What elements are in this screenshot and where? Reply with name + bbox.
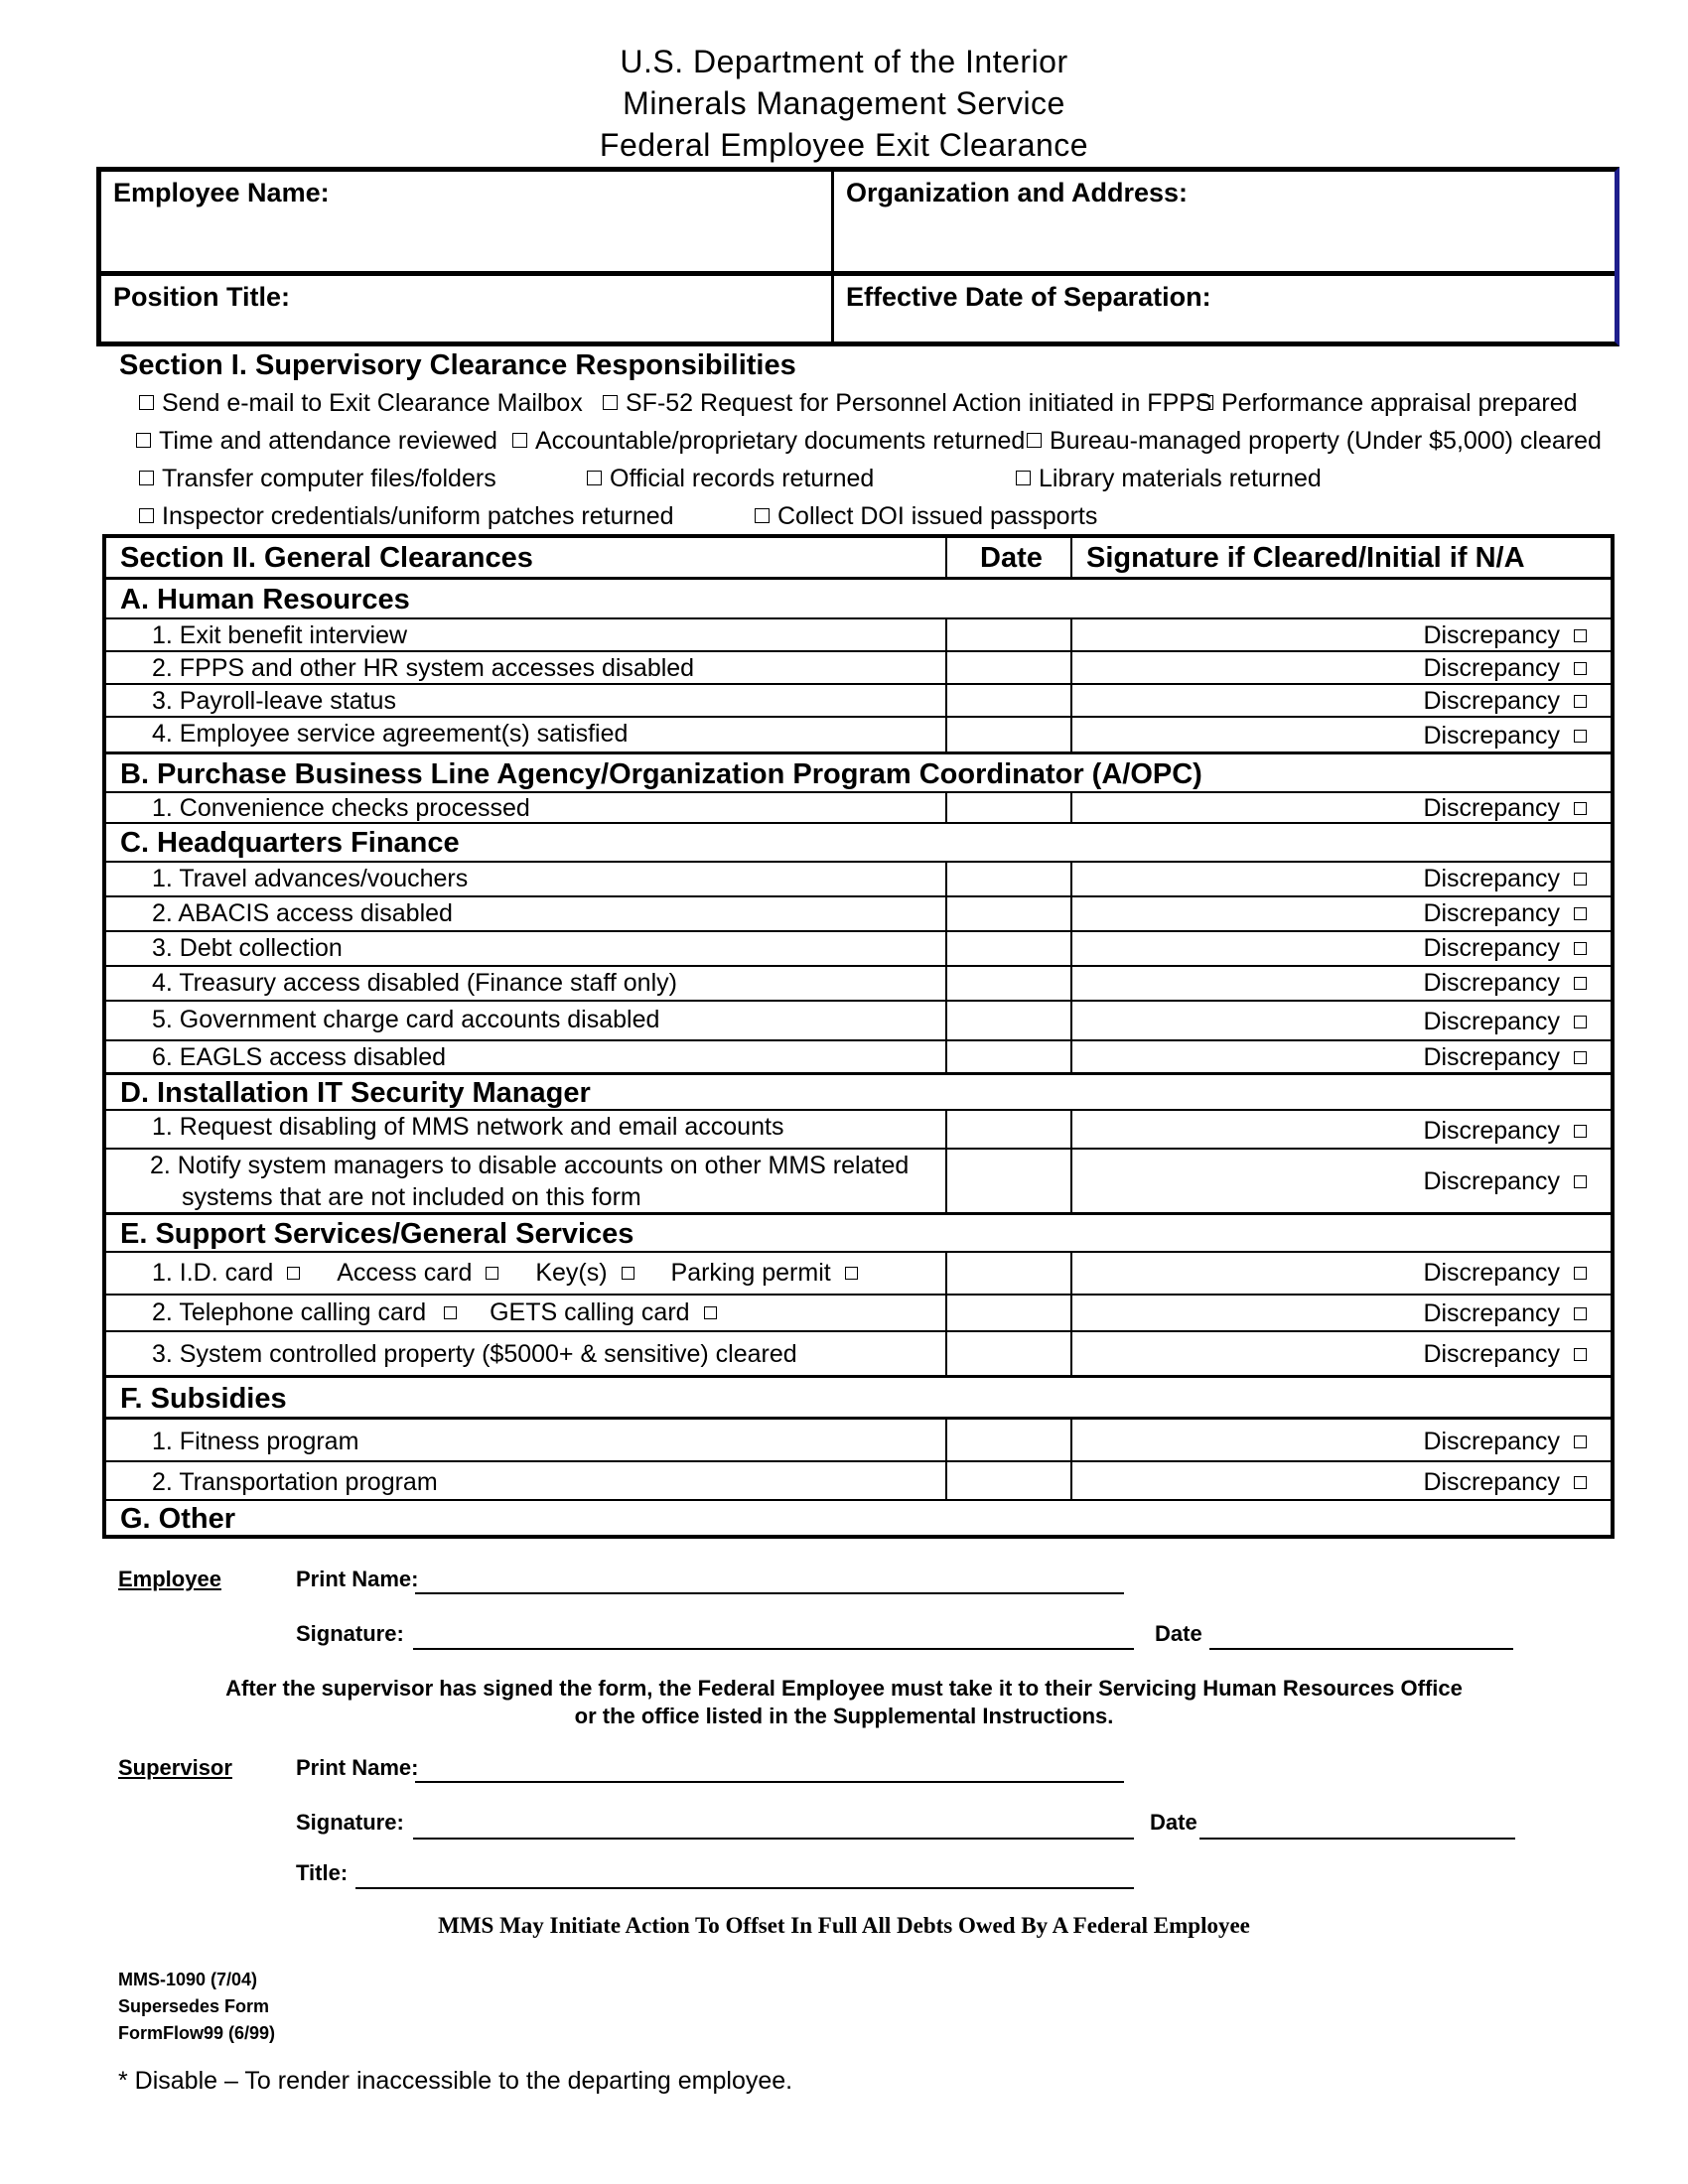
item-label: 1. Exit benefit interview <box>152 621 408 649</box>
table-row <box>106 1296 1611 1332</box>
item-label: 2. Transportation program <box>152 1468 438 1496</box>
discrepancy-label: Discrepancy <box>1423 1008 1560 1035</box>
item-label: 4. Treasury access disabled (Finance staff only) <box>152 969 677 997</box>
checkbox-icon[interactable] <box>1574 1348 1587 1361</box>
gets-card-label: GETS calling card <box>490 1298 690 1326</box>
checkbox-icon[interactable] <box>1198 395 1213 410</box>
item-label <box>152 1298 725 1327</box>
column-divider <box>1070 1111 1072 1148</box>
discrepancy-checkbox[interactable] <box>1423 899 1587 928</box>
item-label: 4. Employee service agreement(s) satisfied <box>152 720 629 748</box>
discrepancy-checkbox[interactable] <box>1423 654 1587 683</box>
checkbox-icon[interactable] <box>1574 802 1587 815</box>
discrepancy-checkbox[interactable] <box>1423 1167 1587 1196</box>
discrepancy-label: Discrepancy <box>1423 654 1560 682</box>
item-label: 3. System controlled property ($5000+ & sensitive) cleared <box>152 1340 797 1368</box>
supervisor-date-field[interactable] <box>1199 1838 1515 1840</box>
column-divider <box>945 932 947 965</box>
id-card-checkbox[interactable] <box>287 1267 300 1280</box>
checkbox-icon[interactable] <box>755 508 770 523</box>
effective-date-field[interactable] <box>834 276 1615 341</box>
signature-column-header: Signature if Cleared/Initial if N/A <box>1086 542 1525 574</box>
column-divider <box>945 685 947 716</box>
discrepancy-checkbox[interactable] <box>1423 934 1587 963</box>
table-row <box>106 863 1611 897</box>
checkbox-icon[interactable] <box>1574 977 1587 990</box>
table-row <box>106 1462 1611 1501</box>
checkbox-icon[interactable] <box>1016 471 1031 485</box>
discrepancy-label: Discrepancy <box>1423 865 1560 892</box>
discrepancy-checkbox[interactable] <box>1423 969 1587 998</box>
parking-permit-checkbox[interactable] <box>845 1267 858 1280</box>
discrepancy-checkbox[interactable] <box>1423 687 1587 716</box>
checkbox-label: Inspector credentials/uniform patches returned <box>162 502 674 530</box>
supervisor-print-name-field[interactable] <box>415 1781 1124 1783</box>
form-title: Federal Employee Exit Clearance <box>599 127 1089 163</box>
column-divider <box>1070 793 1072 822</box>
employee-date-label: Date <box>1155 1621 1202 1646</box>
group-header-aopc <box>106 754 1611 793</box>
checkbox-icon[interactable] <box>139 395 154 410</box>
parking-permit-label: Parking permit <box>670 1259 831 1287</box>
column-divider <box>1070 1462 1072 1499</box>
column-divider <box>1070 932 1072 965</box>
section2-title: Section II. General Clearances <box>120 542 533 574</box>
discrepancy-label: Discrepancy <box>1423 1167 1560 1195</box>
table-row <box>106 793 1611 824</box>
checkbox-icon[interactable] <box>139 508 154 523</box>
checkbox-official-records[interactable] <box>587 465 874 493</box>
column-divider <box>945 619 947 650</box>
item-label: 1. Request disabling of MMS network and email accounts <box>152 1113 784 1141</box>
checkbox-inspector-credentials[interactable] <box>139 502 674 531</box>
group-header-other <box>106 1501 1611 1539</box>
gets-card-checkbox[interactable] <box>704 1306 717 1319</box>
column-divider <box>945 793 947 822</box>
keys-label: Key(s) <box>535 1259 608 1287</box>
discrepancy-checkbox[interactable] <box>1423 1340 1587 1369</box>
checkbox-icon[interactable] <box>1574 907 1587 920</box>
column-divider <box>1070 538 1072 577</box>
table-row <box>106 932 1611 967</box>
discrepancy-label: Discrepancy <box>1423 687 1560 715</box>
id-card-label: 1. I.D. card <box>152 1259 274 1287</box>
group-header-it-security <box>106 1075 1611 1111</box>
column-divider <box>945 718 947 751</box>
checkbox-label: Performance appraisal prepared <box>1221 389 1578 417</box>
column-divider <box>945 1296 947 1330</box>
employee-date-field[interactable] <box>1209 1648 1513 1650</box>
discrepancy-checkbox[interactable] <box>1423 1008 1587 1036</box>
debt-offset-notice: MMS May Initiate Action To Offset In Full All Debts Owed By A Federal Employee <box>438 1913 1250 1938</box>
checkbox-icon[interactable] <box>1574 662 1587 675</box>
checkbox-label: Transfer computer files/folders <box>162 465 496 492</box>
item-label: 3. Debt collection <box>152 934 343 962</box>
supervisor-section-label: Supervisor <box>118 1755 232 1780</box>
column-divider <box>1070 619 1072 650</box>
table-row <box>106 685 1611 718</box>
telephone-card-label: 2. Telephone calling card <box>152 1298 427 1326</box>
checkbox-collect-passports[interactable] <box>755 502 1097 531</box>
telephone-card-checkbox[interactable] <box>444 1306 457 1319</box>
checkbox-label: Accountable/proprietary documents returned <box>535 427 1026 455</box>
item-label: 2. FPPS and other HR system accesses disabled <box>152 654 695 682</box>
table-row <box>106 1332 1611 1378</box>
checkbox-icon[interactable] <box>1574 873 1587 886</box>
group-title: D. Installation IT Security Manager <box>120 1077 591 1109</box>
group-title: F. Subsidies <box>120 1383 287 1415</box>
submission-instruction-line2: or the office listed in the Supplemental Instructions. <box>574 1704 1114 1728</box>
discrepancy-label: Discrepancy <box>1423 1259 1560 1287</box>
column-divider <box>945 1462 947 1499</box>
discrepancy-checkbox[interactable] <box>1423 794 1587 823</box>
checkbox-performance-appraisal[interactable] <box>1198 389 1578 418</box>
position-title-field[interactable] <box>101 276 831 341</box>
column-divider <box>1070 1420 1072 1460</box>
group-title: E. Support Services/General Services <box>120 1218 634 1250</box>
checkbox-icon[interactable] <box>1574 1307 1587 1320</box>
column-divider <box>945 1253 947 1294</box>
table-row <box>106 652 1611 685</box>
formflow-version: FormFlow99 (6/99) <box>118 2023 276 2043</box>
item-label-continued: systems that are not included on this form <box>182 1183 641 1211</box>
supervisor-print-name-label: Print Name: <box>296 1755 419 1780</box>
discrepancy-checkbox[interactable] <box>1423 1043 1587 1072</box>
group-header-human-resources <box>106 580 1611 619</box>
item-label: 1. Fitness program <box>152 1428 359 1455</box>
employee-print-name-field[interactable] <box>415 1592 1124 1594</box>
checkbox-icon[interactable] <box>1574 1476 1587 1489</box>
column-divider <box>1070 967 1072 1000</box>
column-divider <box>945 1111 947 1148</box>
access-card-checkbox[interactable] <box>486 1267 498 1280</box>
form-number: MMS-1090 (7/04) <box>118 1970 258 1989</box>
group-header-hq-finance <box>106 824 1611 863</box>
column-divider <box>1070 685 1072 716</box>
employee-signature-label: Signature: <box>296 1621 404 1646</box>
table-row <box>106 1253 1611 1296</box>
employee-name-label: Employee Name: <box>113 178 330 207</box>
checkbox-icon[interactable] <box>1574 1175 1587 1188</box>
access-card-label: Access card <box>337 1259 473 1287</box>
column-divider <box>945 1420 947 1460</box>
discrepancy-label: Discrepancy <box>1423 722 1560 750</box>
column-divider <box>1070 1041 1072 1072</box>
discrepancy-checkbox[interactable] <box>1423 722 1587 751</box>
employee-print-name-label: Print Name: <box>296 1567 419 1591</box>
column-divider <box>1070 652 1072 683</box>
date-column-header: Date <box>980 542 1043 574</box>
checkbox-icon[interactable] <box>1574 730 1587 743</box>
item-label: 5. Government charge card accounts disabled <box>152 1006 660 1033</box>
column-divider <box>945 652 947 683</box>
column-divider <box>1070 1296 1072 1330</box>
table-header-row <box>106 538 1611 580</box>
column-divider <box>1070 897 1072 930</box>
employee-section-label: Employee <box>118 1567 221 1591</box>
discrepancy-label: Discrepancy <box>1423 969 1560 997</box>
supervisor-title-label: Title: <box>296 1860 349 1885</box>
group-title: G. Other <box>120 1503 236 1535</box>
supervisor-date-label: Date <box>1150 1810 1197 1835</box>
group-title: C. Headquarters Finance <box>120 827 460 859</box>
checkbox-send-email[interactable] <box>139 389 583 418</box>
discrepancy-label: Discrepancy <box>1423 621 1560 649</box>
item-label: 6. EAGLS access disabled <box>152 1043 446 1071</box>
group-header-subsidies <box>106 1378 1611 1420</box>
checkbox-icon[interactable] <box>1574 1051 1587 1064</box>
checkbox-icon[interactable] <box>1027 433 1042 448</box>
item-label: 2. Notify system managers to disable accounts on other MMS related <box>150 1152 910 1179</box>
supersedes-label: Supersedes Form <box>118 1996 270 2016</box>
discrepancy-label: Discrepancy <box>1423 1428 1560 1455</box>
section1-title: Section I. Supervisory Clearance Responsibilities <box>119 349 796 381</box>
column-divider <box>1070 1253 1072 1294</box>
checkbox-icon[interactable] <box>587 471 602 485</box>
column-divider <box>1070 1332 1072 1375</box>
checkbox-icon[interactable] <box>139 471 154 485</box>
column-divider <box>1070 1150 1072 1212</box>
table-row <box>106 619 1611 652</box>
group-title: A. Human Resources <box>120 584 410 615</box>
column-divider <box>945 1041 947 1072</box>
organization-address-field[interactable] <box>834 172 1615 271</box>
header-agency: U.S. Department of the Interior <box>620 44 1068 79</box>
checkbox-icon[interactable] <box>1574 942 1587 955</box>
discrepancy-label: Discrepancy <box>1423 1043 1560 1071</box>
group-title: B. Purchase Business Line Agency/Organization Program Coordinator (A/OPC) <box>120 758 1202 790</box>
checkbox-icon[interactable] <box>603 395 618 410</box>
checkbox-transfer-files[interactable] <box>139 465 496 493</box>
item-label <box>152 1259 866 1288</box>
column-divider <box>945 1332 947 1375</box>
item-label: 1. Travel advances/vouchers <box>152 865 469 892</box>
column-divider <box>1070 863 1072 895</box>
checkbox-icon[interactable] <box>1574 695 1587 708</box>
column-divider <box>945 1150 947 1212</box>
discrepancy-label: Discrepancy <box>1423 1468 1560 1496</box>
column-divider <box>945 863 947 895</box>
column-divider <box>1070 1002 1072 1039</box>
discrepancy-label: Discrepancy <box>1423 899 1560 927</box>
discrepancy-label: Discrepancy <box>1423 934 1560 962</box>
discrepancy-checkbox[interactable] <box>1423 865 1587 893</box>
checkbox-label: Send e-mail to Exit Clearance Mailbox <box>162 389 583 417</box>
discrepancy-label: Discrepancy <box>1423 794 1560 822</box>
table-row <box>106 1420 1611 1462</box>
employee-name-field[interactable] <box>101 172 831 271</box>
discrepancy-label: Discrepancy <box>1423 1340 1560 1368</box>
column-divider <box>945 897 947 930</box>
disable-footnote: * Disable – To render inaccessible to the departing employee. <box>118 2067 793 2095</box>
item-label: 3. Payroll-leave status <box>152 687 396 715</box>
checkbox-label: SF-52 Request for Personnel Action initiated in FPPS <box>626 389 1212 417</box>
item-label: 2. ABACIS access disabled <box>152 899 453 927</box>
column-divider <box>945 1002 947 1039</box>
submission-instruction-line1: After the supervisor has signed the form, the Federal Employee must take it to their Servicing Human Resources Office <box>225 1676 1463 1701</box>
discrepancy-checkbox[interactable] <box>1423 621 1587 650</box>
checkbox-icon[interactable] <box>1574 1125 1587 1138</box>
keys-checkbox[interactable] <box>622 1267 634 1280</box>
column-divider <box>945 967 947 1000</box>
checkbox-bureau-property[interactable] <box>1027 427 1602 456</box>
discrepancy-label: Discrepancy <box>1423 1299 1560 1327</box>
item-label: 1. Convenience checks processed <box>152 794 530 822</box>
employee-signature-field[interactable] <box>413 1648 1134 1650</box>
checkbox-sf52[interactable] <box>603 389 1212 418</box>
checkbox-label: Library materials returned <box>1039 465 1322 492</box>
discrepancy-checkbox[interactable] <box>1423 1259 1587 1288</box>
checkbox-label: Collect DOI issued passports <box>777 502 1098 530</box>
table-row <box>106 1002 1611 1041</box>
discrepancy-checkbox[interactable] <box>1423 1117 1587 1146</box>
supervisor-signature-label: Signature: <box>296 1810 404 1835</box>
checkbox-icon[interactable] <box>512 433 527 448</box>
table-row <box>106 1111 1611 1150</box>
table-row <box>106 897 1611 932</box>
table-row <box>106 1150 1611 1215</box>
checkbox-label: Time and attendance reviewed <box>159 427 497 455</box>
supervisor-signature-field[interactable] <box>413 1838 1134 1840</box>
checkbox-icon[interactable] <box>136 433 151 448</box>
table-row <box>106 718 1611 754</box>
checkbox-icon[interactable] <box>1574 1435 1587 1448</box>
checkbox-icon[interactable] <box>1574 1267 1587 1280</box>
position-title-label: Position Title: <box>113 282 291 312</box>
organization-address-label: Organization and Address: <box>846 178 1189 207</box>
column-divider <box>945 538 947 577</box>
header-service: Minerals Management Service <box>623 85 1065 121</box>
checkbox-accountable-documents[interactable] <box>512 427 1025 456</box>
table-row <box>106 1041 1611 1075</box>
checkbox-library-materials[interactable] <box>1016 465 1322 493</box>
checkbox-label: Official records returned <box>610 465 875 492</box>
supervisor-title-field[interactable] <box>355 1887 1134 1889</box>
discrepancy-checkbox[interactable] <box>1423 1428 1587 1456</box>
discrepancy-checkbox[interactable] <box>1423 1468 1587 1497</box>
discrepancy-label: Discrepancy <box>1423 1117 1560 1145</box>
checkbox-time-attendance[interactable] <box>136 427 497 456</box>
effective-date-label: Effective Date of Separation: <box>846 282 1211 312</box>
discrepancy-checkbox[interactable] <box>1423 1299 1587 1328</box>
employee-info-box <box>96 167 1619 346</box>
column-divider <box>1070 718 1072 751</box>
general-clearances-table <box>102 534 1615 1539</box>
checkbox-label: Bureau-managed property (Under $5,000) cleared <box>1050 427 1602 455</box>
group-header-support-services <box>106 1215 1611 1253</box>
table-row <box>106 967 1611 1002</box>
checkbox-icon[interactable] <box>1574 629 1587 642</box>
checkbox-icon[interactable] <box>1574 1016 1587 1028</box>
